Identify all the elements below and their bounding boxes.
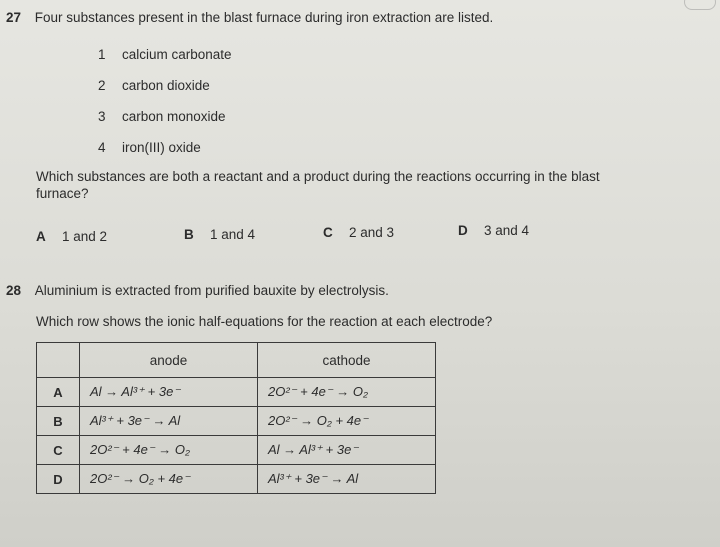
q27-prompt-line2: furnace? (36, 186, 89, 201)
item-label: carbon monoxide (122, 109, 226, 124)
table-row[interactable] (37, 407, 436, 436)
item-number: 3 (98, 109, 106, 124)
q27-text: Four substances present in the blast furnace during iron extraction are listed. (34, 10, 494, 25)
cathode-equation: Al → Al³⁺ + 3e⁻ (258, 436, 436, 465)
q28-text: Aluminium is extracted from purified bauxite by electrolysis. (34, 283, 389, 298)
option-letter: D (458, 223, 468, 238)
row-letter: D (37, 465, 80, 494)
list-item (98, 109, 226, 124)
item-label: iron(III) oxide (122, 140, 201, 155)
option-d[interactable] (458, 223, 529, 238)
anode-equation: 2O²⁻ → O₂ + 4e⁻ (80, 465, 258, 494)
table-row[interactable] (37, 378, 436, 407)
q27-number: 27 (6, 10, 22, 25)
anode-equation: Al → Al³⁺ + 3e⁻ (80, 378, 258, 407)
table-row[interactable] (37, 436, 436, 465)
option-text: 1 and 4 (210, 227, 256, 242)
option-text: 1 and 2 (62, 229, 108, 244)
item-number: 4 (98, 140, 106, 155)
option-text: 3 and 4 (484, 223, 530, 238)
row-letter: C (37, 436, 80, 465)
anode-equation: Al³⁺ + 3e⁻ → Al (80, 407, 258, 436)
list-item (98, 78, 210, 93)
answer-table (36, 342, 436, 494)
option-a[interactable] (36, 229, 107, 244)
pen-mark (684, 0, 716, 10)
item-label: carbon dioxide (122, 78, 210, 93)
corner-cell (37, 343, 80, 378)
q27-prompt (36, 168, 706, 202)
option-b[interactable] (184, 227, 255, 242)
table-row[interactable] (37, 465, 436, 494)
table-header-row (37, 343, 436, 378)
anode-equation: 2O²⁻ + 4e⁻ → O₂ (80, 436, 258, 465)
list-item (98, 47, 232, 62)
cathode-equation: Al³⁺ + 3e⁻ → Al (258, 465, 436, 494)
item-number: 2 (98, 78, 106, 93)
list-item (98, 140, 201, 155)
q28-number: 28 (6, 283, 22, 298)
option-letter: A (36, 229, 46, 244)
option-letter: C (323, 225, 333, 240)
row-letter: B (37, 407, 80, 436)
q28-stem (6, 283, 389, 298)
q28-prompt: Which row shows the ionic half-equations for the reaction at each electrode? (36, 314, 493, 329)
q27-stem (6, 10, 493, 25)
anode-header: anode (80, 343, 258, 378)
option-letter: B (184, 227, 194, 242)
item-number: 1 (98, 47, 106, 62)
cathode-header: cathode (258, 343, 436, 378)
q27-prompt-line1: Which substances are both a reactant and a product during the reactions occurring in the blast (36, 169, 600, 184)
option-c[interactable] (323, 225, 394, 240)
cathode-equation: 2O²⁻ + 4e⁻ → O₂ (258, 378, 436, 407)
option-text: 2 and 3 (349, 225, 395, 240)
item-label: calcium carbonate (122, 47, 232, 62)
row-letter: A (37, 378, 80, 407)
cathode-equation: 2O²⁻ → O₂ + 4e⁻ (258, 407, 436, 436)
